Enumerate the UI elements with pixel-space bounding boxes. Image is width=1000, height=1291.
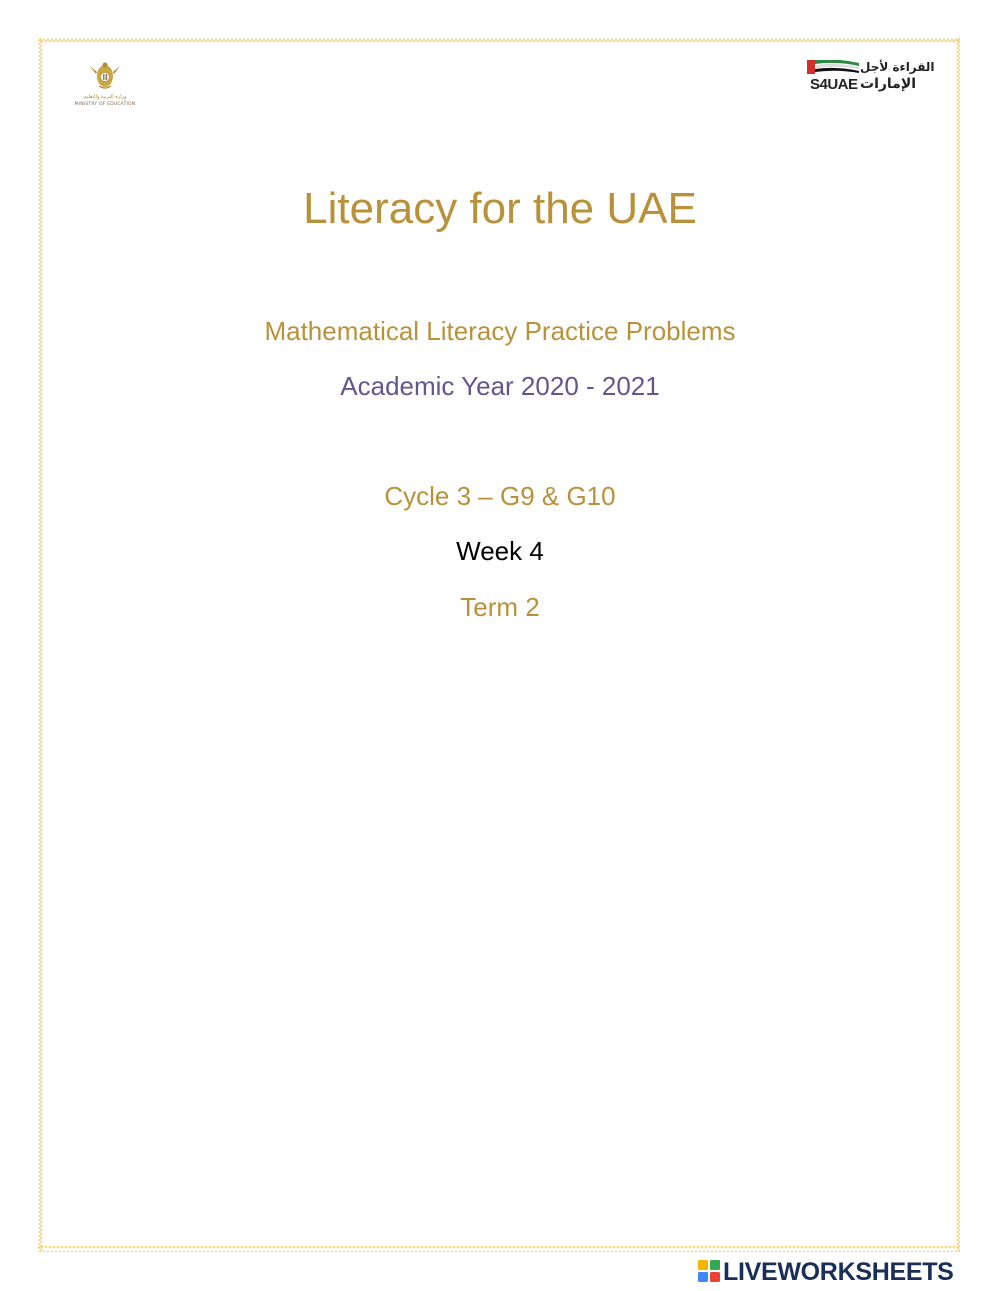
document-title: Literacy for the UAE — [303, 184, 697, 233]
academic-year: Academic Year 2020 - 2021 — [340, 371, 660, 401]
partner-logo-arabic-top: القراءة لأجل — [860, 60, 935, 74]
liveworksheets-badge-icon — [698, 1260, 720, 1282]
partner-logo-arabic-bottom: الإمارات — [860, 76, 917, 92]
cycle-grades: Cycle 3 – G9 & G10 — [384, 481, 616, 511]
liveworksheets-brand-text: LIVEWORKSHEETS — [723, 1258, 954, 1286]
ministry-caption-english: MINISTRY OF EDUCATION — [74, 102, 136, 107]
partner-logo-latin-text: S4UAE — [810, 76, 858, 93]
ministry-caption-arabic: وزارة التربية والتعليم — [83, 94, 127, 100]
week-label: Week 4 — [456, 536, 544, 566]
liveworksheets-watermark — [698, 1258, 998, 1286]
term-label: Term 2 — [460, 592, 540, 622]
document-subtitle: Mathematical Literacy Practice Problems — [264, 316, 736, 346]
